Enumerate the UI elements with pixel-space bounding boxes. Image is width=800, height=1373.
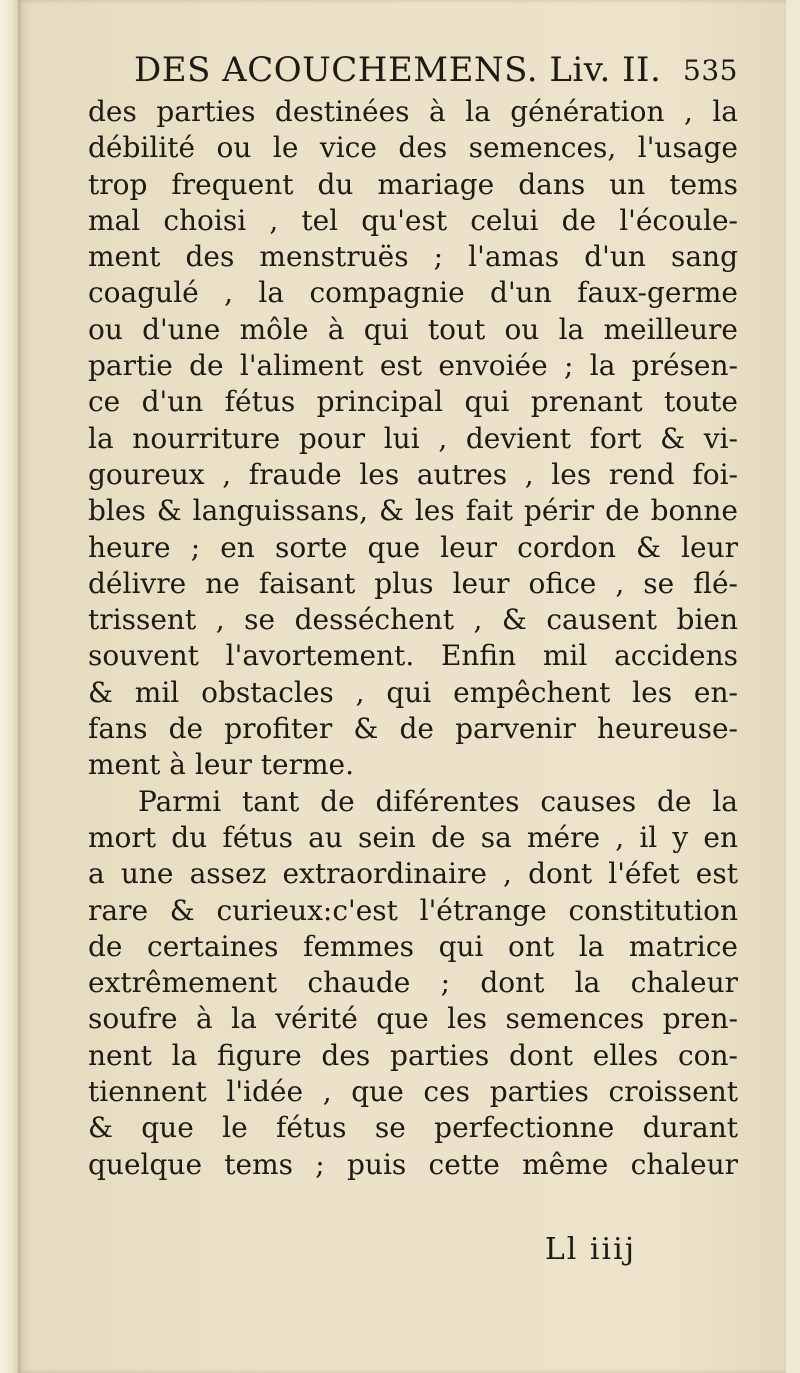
text-block xyxy=(88,50,738,1183)
text-line: des parties destinées à la génération , la xyxy=(88,95,738,128)
text-line: soufre à la vérité que les semences pren- xyxy=(88,1002,738,1036)
text-line: ment à leur terme. xyxy=(88,748,354,782)
text-line: heure ; en sorte que leur cordon & leur xyxy=(88,530,738,564)
text-line: trissent , se desséchent , & causent bien xyxy=(88,603,738,637)
text-line: quelque tems ; puis cette même chaleur xyxy=(88,1147,738,1181)
page-spine xyxy=(0,0,20,1373)
running-title: DES ACOUCHEMENS. Liv. II. xyxy=(134,50,662,90)
text-line: coagulé , la compagnie d'un faux-germe xyxy=(88,276,738,310)
text-line: ou d'une môle à qui tout ou la meilleure xyxy=(88,312,738,346)
text-line: & mil obstacles , qui empêchent les en- xyxy=(88,675,738,709)
text-line: ce d'un fétus principal qui prenant toute xyxy=(88,385,738,419)
text-line: souvent l'avortement. Enfin mil accidens xyxy=(88,639,738,673)
text-line: rare & curieux:c'est l'étrange constitution xyxy=(88,893,738,927)
text-line: débilité ou le vice des semences, l'usage xyxy=(88,131,738,165)
text-line: goureux , fraude les autres , les rend foi- xyxy=(88,457,738,491)
text-line: la nourriture pour lui , devient fort & vi- xyxy=(88,421,738,455)
body-text xyxy=(88,94,738,1183)
text-line: tiennent l'idée , que ces parties croissent xyxy=(88,1075,738,1109)
text-line: & que le fétus se perfectionne durant xyxy=(88,1111,738,1145)
text-line: délivre ne faisant plus leur ofice , se flé- xyxy=(88,566,738,600)
text-line: a une assez extraordinaire , dont l'éfet est xyxy=(88,857,738,891)
signature-mark: Ll iiij xyxy=(544,1232,636,1267)
text-line: mort du fétus au sein de sa mére , il y en xyxy=(88,820,738,854)
text-line: de certaines femmes qui ont la matrice xyxy=(88,929,738,963)
running-header xyxy=(88,50,738,94)
text-line: fans de profiter & de parvenir heureuse- xyxy=(88,712,738,746)
text-line: nent la figure des parties dont elles con- xyxy=(88,1038,738,1072)
text-line: partie de l'aliment est envoiée ; la présen- xyxy=(88,349,738,383)
text-line: ment des menstruës ; l'amas d'un sang xyxy=(88,240,738,274)
text-line: trop frequent du mariage dans un tems xyxy=(88,167,738,201)
text-line: mal choisi , tel qu'est celui de l'écoule- xyxy=(88,203,738,237)
page-number: 535 xyxy=(683,54,738,87)
text-line: extrêmement chaude ; dont la chaleur xyxy=(88,966,738,1000)
paragraph-start-line: Parmi tant de diférentes causes de la xyxy=(138,784,738,818)
text-line: bles & languissans, & les fait périr de bonne xyxy=(88,494,738,528)
book-page xyxy=(18,0,786,1373)
